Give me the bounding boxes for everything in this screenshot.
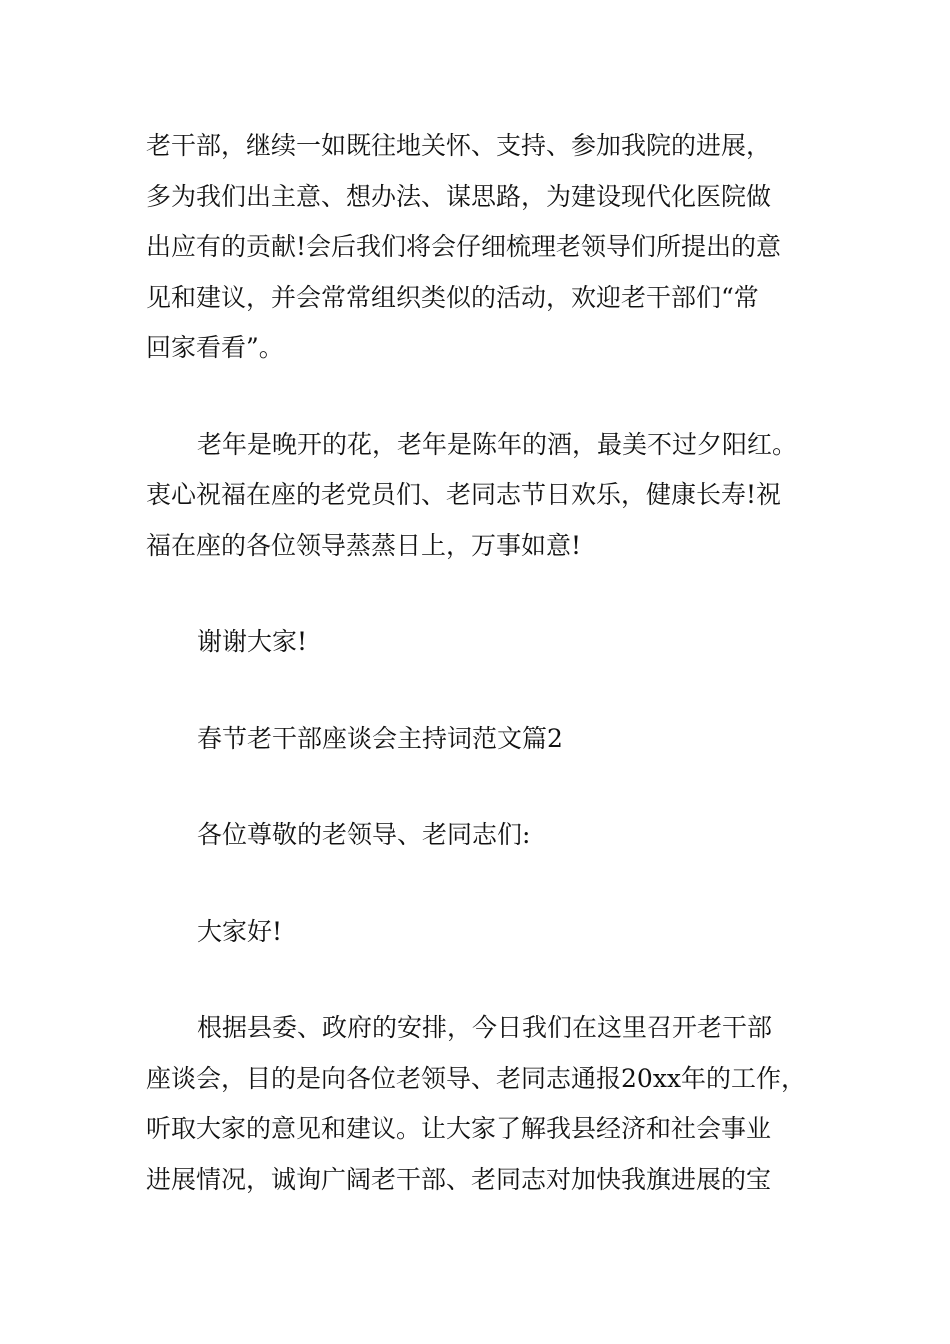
text-line: 衷心祝福在座的老党员们、老同志节日欢乐，健康长寿!祝	[146, 480, 782, 509]
text-line: 福在座的各位领导蒸蒸日上，万事如意!	[146, 530, 582, 560]
text-line: 根据县委、政府的安排，今日我们在这里召开老干部	[197, 1013, 773, 1042]
text-line: 老年是晚开的花，老年是陈年的酒，最美不过夕阳红。	[197, 429, 798, 459]
document-page	[146, 121, 818, 1205]
text-line: 进展情况，诚询广阔老干部、老同志对加快我旗进展的宝	[146, 1164, 772, 1194]
text-line: 座谈会，目的是向各位老领导、老同志通报20xx年的工作，	[146, 1063, 807, 1093]
paragraph-spacer	[146, 668, 818, 714]
paragraph-spacer	[146, 861, 818, 907]
paragraph-spacer	[146, 571, 818, 617]
section-heading: 春节老干部座谈会主持词范文篇2	[197, 723, 563, 753]
text-line: 多为我们出主意、想办法、谋思路，为建设现代化医院做	[146, 181, 772, 211]
paragraph-spacer	[146, 764, 818, 810]
text-line: 老干部，继续一如既往地关怀、支持、参加我院的进展，	[146, 131, 772, 160]
text-line: 见和建议，并会常常组织类似的活动，欢迎老干部们“常	[146, 282, 759, 312]
text-line: 出应有的贡献!会后我们将会仔细梳理老领导们所提出的意	[146, 232, 782, 261]
salutation-line: 各位尊敬的老领导、老同志们:	[197, 820, 531, 849]
text-line: 回家看看”。	[146, 333, 284, 362]
paragraph-continuation	[146, 121, 818, 374]
paragraph-spacer	[146, 374, 818, 420]
greeting-line: 大家好!	[197, 916, 283, 946]
paragraph-blessing	[146, 420, 818, 572]
text-line: 听取大家的意见和建议。让大家了解我县经济和社会事业	[146, 1114, 772, 1143]
thanks-line: 谢谢大家!	[197, 627, 308, 656]
paragraph-spacer	[146, 957, 818, 1003]
paragraph-intro	[146, 1003, 818, 1205]
